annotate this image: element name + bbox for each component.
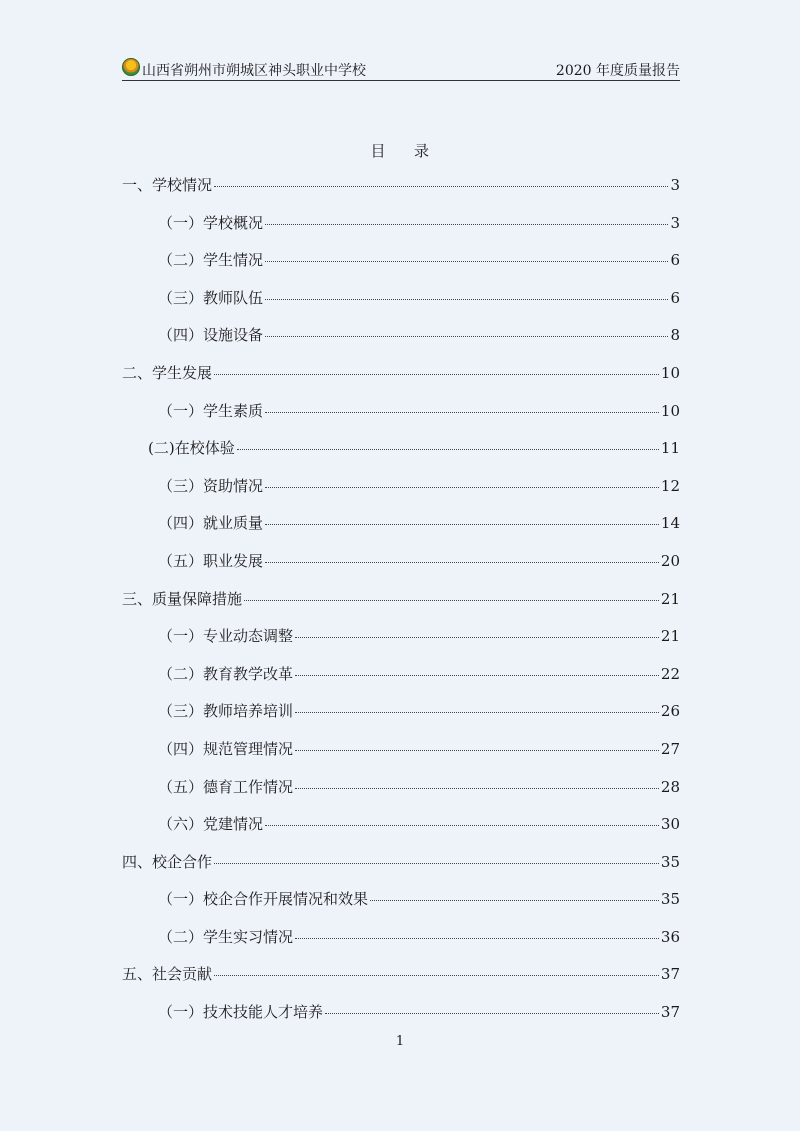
toc-entry-label: （五）德育工作情况 [158,777,294,796]
dot-leader [265,299,668,300]
toc-entry-page: 6 [670,251,680,270]
toc-entry-page: 3 [670,213,680,232]
toc-entry[interactable] [122,512,680,550]
toc-entry-page: 36 [660,927,680,946]
toc-entry[interactable] [122,776,680,814]
toc-entry-label: 一、学校情况 [122,176,213,194]
toc-entry-page: 28 [660,777,680,796]
toc-entry[interactable] [122,249,680,287]
toc-entry-page: 35 [660,890,680,909]
toc-entry-label: （一）学校概况 [158,213,264,232]
dot-leader [325,1013,659,1014]
toc-entry[interactable] [122,588,680,626]
dot-leader [265,336,668,337]
school-logo-icon [122,58,140,76]
report-title: 2020 年度质量报告 [555,63,680,79]
toc-entry-label: 三、质量保障措施 [122,589,243,608]
toc-entry[interactable] [122,174,680,212]
toc-title [0,140,800,161]
toc-entry-page: 8 [670,326,680,345]
school-name: 山西省朔州市朔城区神头职业中学校 [142,63,366,79]
toc-entry[interactable] [122,663,680,701]
toc-entry-page: 30 [660,815,680,834]
dot-leader [214,374,659,375]
dot-leader [295,675,659,676]
toc-entry-page: 12 [660,476,680,495]
dot-leader [370,900,659,901]
page-number: 1 [395,1034,405,1049]
table-of-contents [122,174,680,1039]
header-divider [122,80,680,81]
toc-entry-label: （一）技术技能人才培养 [158,1003,324,1022]
toc-entry[interactable] [122,926,680,964]
toc-entry-page: 26 [660,702,680,721]
toc-title-left: 目 [370,142,386,160]
toc-entry[interactable] [122,324,680,362]
dot-leader [244,600,659,601]
toc-entry-page: 10 [660,401,680,420]
toc-entry-label: 二、学生发展 [122,363,213,382]
toc-entry-page: 37 [660,1003,680,1022]
toc-entry[interactable] [122,625,680,663]
dot-leader [265,261,668,262]
dot-leader [265,487,659,488]
dot-leader [295,750,659,751]
dot-leader [265,224,668,225]
dot-leader [295,788,659,789]
toc-entry-label: 四、校企合作 [122,852,213,871]
toc-title-right: 录 [414,142,430,160]
toc-entry-label: （六）党建情况 [158,815,264,834]
toc-entry-label: （三）教师队伍 [158,288,264,307]
toc-entry-page: 14 [660,514,680,533]
toc-entry-label: （一）学生素质 [158,401,264,420]
toc-entry-label: （一）校企合作开展情况和效果 [158,890,369,909]
toc-entry[interactable] [122,362,680,400]
toc-entry-page: 37 [660,965,680,984]
toc-entry[interactable] [122,888,680,926]
toc-entry[interactable] [122,813,680,851]
dot-leader [214,975,659,976]
toc-entry[interactable] [122,437,680,475]
dot-leader [295,637,659,638]
toc-entry-label: （二）教育教学改革 [158,664,294,683]
toc-entry-page: 21 [660,589,680,608]
toc-entry-page: 20 [660,551,680,570]
page-header [122,58,680,80]
toc-entry-label: （二）学生实习情况 [158,927,294,946]
toc-entry-page: 6 [670,288,680,307]
toc-entry[interactable] [122,700,680,738]
toc-entry-page: 11 [660,439,680,458]
toc-entry-page: 21 [660,627,680,646]
toc-entry-label: （五）职业发展 [158,551,264,570]
toc-entry-label: （三）资助情况 [158,476,264,495]
toc-entry-page: 3 [670,176,680,194]
dot-leader [295,938,659,939]
toc-entry-label: 五、社会贡献 [122,965,213,984]
dot-leader [265,825,659,826]
dot-leader [214,863,659,864]
toc-entry[interactable] [122,287,680,325]
toc-entry[interactable] [122,400,680,438]
toc-entry-label: （四）设施设备 [158,326,264,345]
toc-entry-page: 10 [660,363,680,382]
toc-entry[interactable] [122,738,680,776]
toc-entry-page: 35 [660,852,680,871]
toc-entry-label: （二）学生情况 [158,251,264,270]
toc-entry[interactable] [122,212,680,250]
toc-entry[interactable] [122,851,680,889]
toc-entry[interactable] [122,475,680,513]
toc-entry-label: (二)在校体验 [148,439,235,458]
toc-entry[interactable] [122,550,680,588]
toc-entry-page: 27 [660,739,680,758]
toc-entry-label: （四）规范管理情况 [158,739,294,758]
dot-leader [265,412,659,413]
toc-entry-label: （一）专业动态调整 [158,627,294,646]
toc-entry[interactable] [122,963,680,1001]
toc-entry-page: 22 [660,664,680,683]
toc-entry-label: （三）教师培养培训 [158,702,294,721]
toc-entry-label: （四）就业质量 [158,514,264,533]
dot-leader [214,186,668,187]
dot-leader [295,712,659,713]
dot-leader [265,524,659,525]
dot-leader [237,449,659,450]
dot-leader [265,562,659,563]
